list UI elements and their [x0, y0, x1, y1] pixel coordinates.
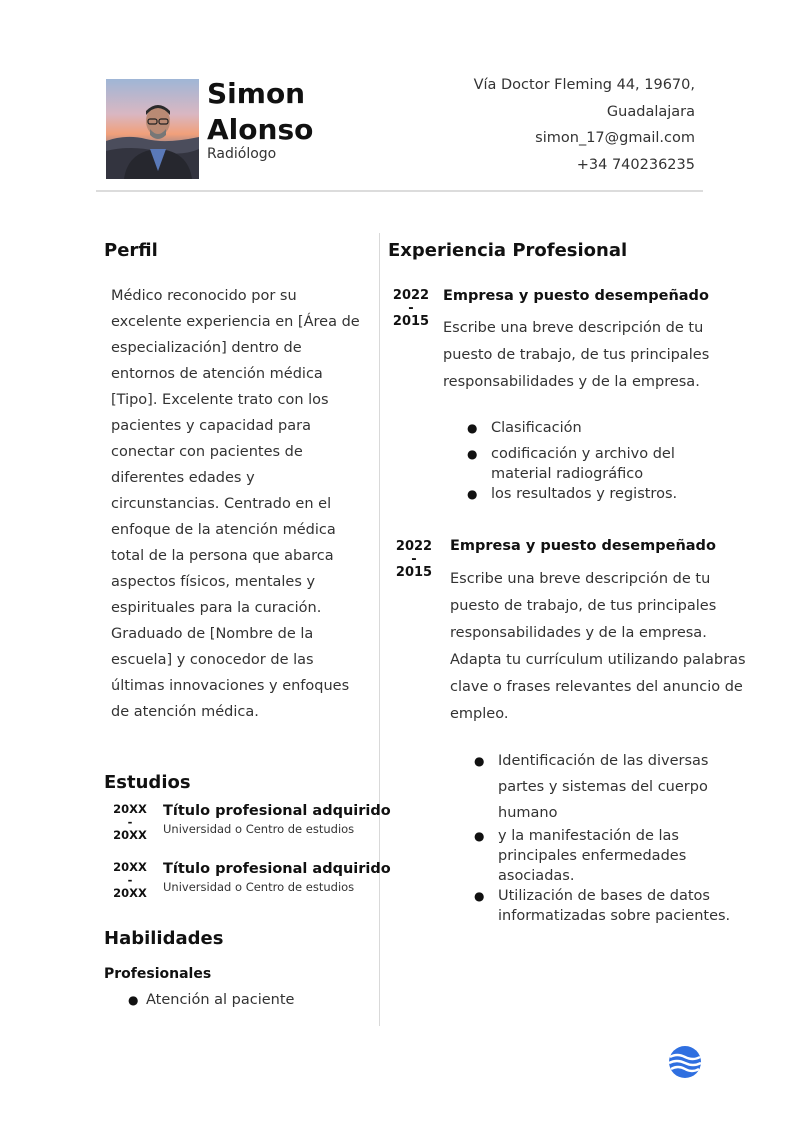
profile-heading: Perfil: [104, 240, 158, 261]
last-name: Alonso: [207, 113, 314, 146]
skill-label: Atención al paciente: [146, 992, 295, 1008]
first-name: Simon: [207, 77, 306, 110]
bullet-icon: ●: [467, 487, 478, 501]
list-item: ● y la manifestación de las principales enfermedades asociadas.: [474, 828, 687, 884]
education-title: Título profesional adquirido: [163, 803, 391, 819]
address-line-1: Vía Doctor Fleming 44, 19670,: [473, 77, 695, 93]
list-item: ● Identificación de las diversas partes y sistemas del cuerpo humano: [474, 748, 744, 826]
education-heading: Estudios: [104, 772, 191, 793]
job-bullets: [474, 748, 744, 926]
bullet-icon: ●: [474, 754, 485, 768]
job-sep: -: [411, 552, 417, 567]
job-title: Empresa y puesto desempeñado: [443, 288, 709, 304]
bullet-icon: ●: [474, 889, 485, 903]
header-divider: [96, 190, 703, 192]
column-divider: [379, 233, 380, 1026]
list-item: ● Clasificación: [467, 420, 582, 436]
email[interactable]: simon_17@gmail.com: [535, 130, 695, 146]
education-item: [108, 802, 391, 849]
job-end: 2015: [395, 565, 433, 580]
education-start: 20XX: [113, 802, 147, 816]
phone[interactable]: +34 740236235: [576, 156, 695, 173]
education-end: 20XX: [113, 828, 147, 842]
education-years: [108, 803, 152, 842]
job-years: [392, 540, 436, 579]
profile-text: Médico reconocido por su excelente experiencia en [Área de especialización] dentro de entornos de atención médica [Tipo]. Excelente trato con los pacientes y capacidad para conectar con pacientes de diferentes edades y circunstancias. Centrado en el enfoque de la atención médica total de la persona que abarca aspectos físicos, mentales y espirituales para la curación. Graduado de [Nombre de la escuela] y conocedor de las últimas innovaciones y enfoques de atención médica.: [111, 288, 360, 720]
contact-block: [395, 72, 695, 178]
bullet-icon: ●: [128, 993, 139, 1007]
address-line-2: Guadalajara: [606, 103, 695, 120]
profile-photo: [106, 79, 199, 179]
bullet-icon: ●: [474, 829, 485, 843]
education-item: [108, 860, 391, 907]
profile-photo-image: [106, 79, 199, 179]
bullet-icon: ●: [467, 421, 478, 435]
job-description: Escribe una breve descripción de tu puesto de trabajo, de tus principales responsabilidades y de la empresa. Adapta tu currículum utilizando palabras clave o frases relevantes del anuncio de empleo.: [450, 571, 746, 722]
brand-wave-logo-icon: [668, 1046, 702, 1078]
list-item: ● codificación y archivo del material radiográfico: [467, 446, 675, 482]
experience-heading: Experiencia Profesional: [388, 240, 628, 261]
job-end: 2015: [392, 314, 430, 329]
job-years: [389, 289, 433, 328]
full-name: [207, 76, 377, 148]
education-end: 20XX: [113, 886, 147, 900]
skill-item: [128, 992, 294, 1008]
job-title: Empresa y puesto desempeñado: [450, 538, 716, 554]
education-sep: -: [127, 873, 133, 887]
job-description: Escribe una breve descripción de tu puesto de trabajo, de tus principales responsabilidades y de la empresa.: [443, 320, 710, 390]
education-start: 20XX: [113, 860, 147, 874]
job-start: 2022: [392, 288, 430, 303]
education-years: [108, 861, 152, 900]
education-sep: -: [127, 815, 133, 829]
skills-subheading: Profesionales: [104, 966, 212, 982]
job-role: Radiólogo: [207, 146, 277, 162]
list-item: ● Utilización de bases de datos informatizadas sobre pacientes.: [474, 888, 731, 924]
bullet-icon: ●: [467, 447, 478, 461]
education-title: Título profesional adquirido: [163, 861, 391, 877]
job-sep: -: [408, 301, 414, 316]
list-item: ● los resultados y registros.: [467, 486, 678, 502]
job-bullets: [467, 418, 727, 504]
job-start: 2022: [395, 539, 433, 554]
education-institution: Universidad o Centro de estudios: [163, 880, 355, 894]
education-institution: Universidad o Centro de estudios: [163, 822, 355, 836]
skills-heading: Habilidades: [104, 928, 224, 949]
